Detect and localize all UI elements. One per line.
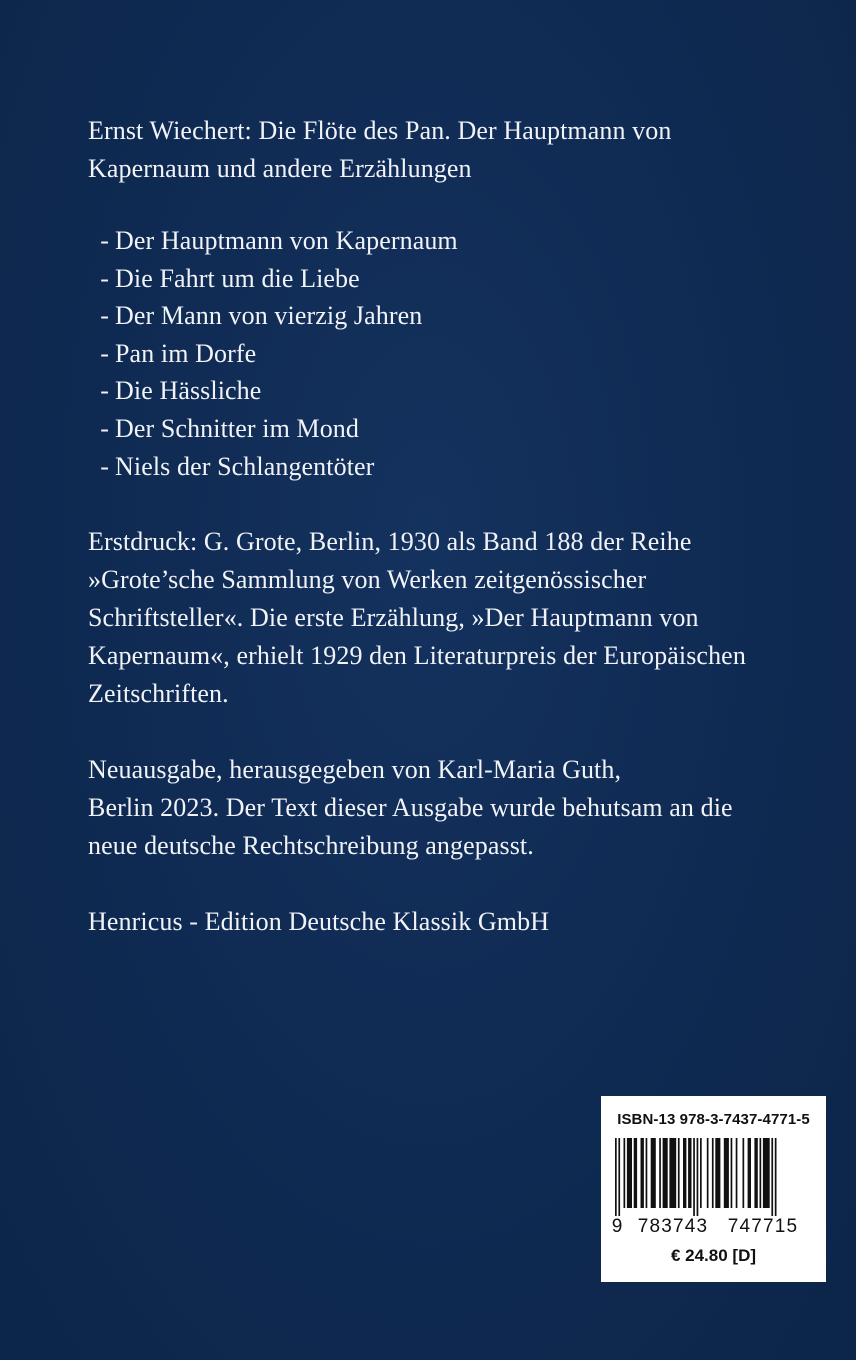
isbn-barcode-box (601, 1096, 826, 1282)
dash-bullet: - (100, 338, 109, 368)
barcode-bar (771, 1138, 773, 1216)
contents-item-title: Der Mann von vierzig Jahren (115, 301, 423, 331)
new-edition-note (88, 751, 818, 865)
contents-item (88, 335, 818, 373)
barcode-bar (707, 1138, 709, 1208)
barcode-bar (763, 1138, 770, 1208)
new-edition-line: Berlin 2023. Der Text dieser Ausgabe wurde behutsam an die (88, 793, 733, 823)
isbn-label: ISBN-13 978-3-7437-4771-5 (617, 1111, 810, 1128)
contents-item (88, 260, 818, 298)
barcode-bar (736, 1138, 738, 1208)
contents-item (88, 410, 818, 448)
new-edition-line: Neuausgabe, herausgegeben von Karl-Maria Guth, (88, 755, 622, 785)
price-label: € 24.80 [D] (670, 1246, 757, 1265)
contents-item (88, 448, 818, 486)
barcode-bar (754, 1138, 757, 1208)
book-title-line-1: Ernst Wiechert: Die Flöte des Pan. Der Hauptmann von (88, 116, 672, 145)
barcode-image (611, 1138, 816, 1236)
barcode-digits-left: 783743 (637, 1216, 709, 1236)
dash-bullet: - (100, 451, 109, 481)
barcode-bar (624, 1138, 626, 1208)
barcode-bar (683, 1138, 686, 1208)
first-print-line: Zeitschriften. (88, 679, 229, 709)
contents-item-title: Niels der Schlangentöter (115, 451, 375, 481)
barcode-bar (618, 1138, 620, 1216)
barcode-bar (748, 1138, 751, 1208)
barcode-bar (663, 1138, 668, 1208)
barcode-bar (697, 1138, 699, 1216)
publisher-name: Henricus - Edition Deutsche Klassik GmbH (88, 907, 550, 937)
barcode-bar (731, 1138, 733, 1208)
first-print-note (88, 523, 818, 713)
contents-item-title: Die Fahrt um die Liebe (115, 263, 360, 293)
contents-item-title: Der Schnitter im Mond (115, 413, 360, 443)
barcode-bar (641, 1138, 644, 1208)
barcode-bar (659, 1138, 661, 1208)
barcode-bar (715, 1138, 720, 1208)
contents-item-title: Pan im Dorfe (115, 338, 257, 368)
barcode-bar (634, 1138, 637, 1208)
dash-bullet: - (100, 301, 109, 331)
barcode-bar (724, 1138, 729, 1208)
barcode-bars (615, 1138, 777, 1216)
first-print-line: »Grote’sche Sammlung von Werken zeitgenössischer (88, 565, 647, 595)
contents-item-title: Die Hässliche (115, 376, 262, 406)
barcode-bar (712, 1138, 714, 1208)
barcode-bar (669, 1138, 676, 1208)
barcode-bar (615, 1138, 617, 1216)
contents-item (88, 372, 818, 410)
first-print-line: Erstdruck: G. Grote, Berlin, 1930 als Band 188 der Reihe (88, 527, 692, 557)
new-edition-line: neue deutsche Rechtschreibung angepasst. (88, 831, 534, 861)
contents-list (88, 222, 818, 485)
contents-item-title: Der Hauptmann von Kapernaum (115, 226, 458, 255)
dash-bullet: - (100, 263, 109, 293)
dash-bullet: - (100, 226, 109, 255)
barcode-bar (651, 1138, 656, 1208)
dash-bullet: - (100, 376, 109, 406)
barcode-digits-right: 747715 (727, 1216, 799, 1236)
first-print-line: Schriftsteller«. Die erste Erzählung, »Der Hauptmann von (88, 603, 699, 633)
barcode-bar (646, 1138, 648, 1208)
barcode-bar (743, 1138, 745, 1208)
dash-bullet: - (100, 413, 109, 443)
book-title (88, 112, 818, 188)
contents-item (88, 297, 818, 335)
barcode-bar (678, 1138, 680, 1208)
barcode-bar (760, 1138, 762, 1208)
barcode-bar (693, 1138, 695, 1216)
barcode-bar (700, 1138, 702, 1208)
contents-item (88, 222, 818, 260)
first-print-line: Kapernaum«, erhielt 1929 den Literaturpreis der Europäischen (88, 641, 746, 671)
barcode-digit-first: 9 (611, 1216, 623, 1236)
barcode-bar (627, 1138, 632, 1208)
barcode-bar (688, 1138, 691, 1208)
cover-text (88, 112, 818, 941)
barcode-bar (775, 1138, 777, 1216)
book-title-line-2: Kapernaum und andere Erzählungen (88, 154, 472, 183)
